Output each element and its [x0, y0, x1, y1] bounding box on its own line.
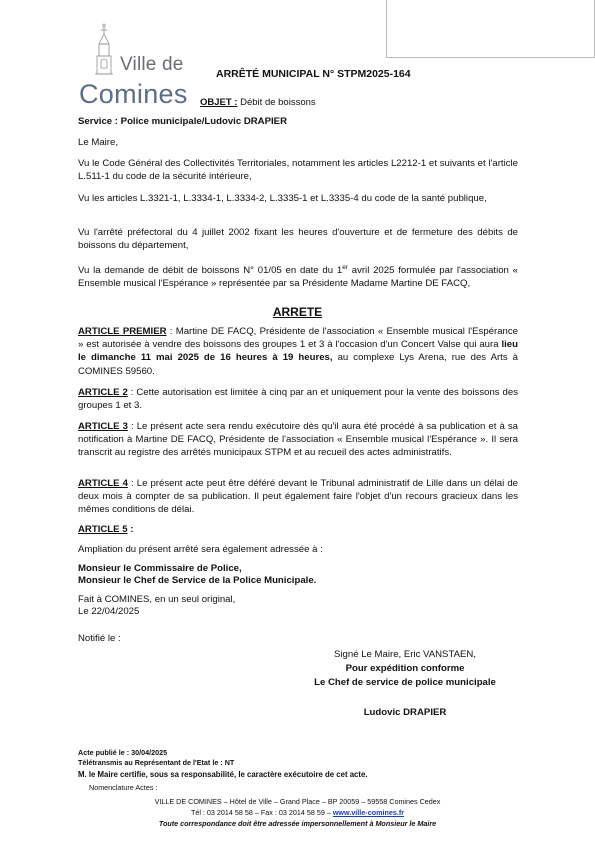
signature-chef-service: Le Chef de service de police municipale: [314, 677, 496, 688]
footer-website-link[interactable]: www.ville-comines.fr: [332, 808, 405, 817]
arrete-heading: [0, 305, 595, 319]
destinataire-chef-service: Monsieur le Chef de Service de la Police Municipale.: [78, 575, 317, 586]
logo-text-comines: Comines: [79, 79, 188, 109]
article-2: [78, 386, 518, 412]
article-premier: [78, 325, 518, 378]
article-5: [78, 523, 518, 536]
article-2-text: : Cette autorisation est limitée à cinq par an et uniquement pour la vente des boissons des groupes 1 et 3.: [78, 387, 518, 412]
article-3-label: ARTICLE 3: [78, 421, 128, 432]
signature-name: Ludovic DRAPIER: [363, 707, 447, 718]
vu-cgct: Vu le Code Général des Collectivités Territoriales, notamment les articles L2212-1 et suivants et l'article L.511-1 du code de la sécurité intérieure,: [78, 158, 518, 183]
objet-line: [200, 97, 316, 108]
nomenclature: Nomenclature Actes :: [89, 783, 158, 792]
logo-text-ville: Ville de: [120, 54, 184, 75]
stamp-box: [386, 0, 595, 58]
vu-demande-text-a: Vu la demande de débit de boissons N° 01/05 en date du 1: [78, 265, 343, 277]
article-3-text: : Le présent acte sera rendu exécutoire dès qu'il aura été procédé à sa publication et à sa notification à Martine DE FACQ, Présidente de l'association « Ensemble musical l'Espérance ». Il sera transcrit au registre des arrêtés municipaux STPM et au recueil des actes administratifs.: [78, 421, 518, 459]
vu-code-sante: Vu les articles L.3321-1, L.3334-1, L.3334-2, L.3335-1 et L.3335-4 du code de la santé publique,: [78, 193, 487, 204]
article-4-text: : Le présent acte peut être déféré devant le Tribunal administratif de Lille dans un délai de deux mois à compter de sa publication. Il peut également faire l'objet d'un recours gracieux dans les mêmes conditions de délai.: [78, 478, 518, 516]
ampliation: Ampliation du présent arrêté sera également adressée à :: [78, 544, 323, 555]
destinataire-commissaire: Monsieur le Commissaire de Police,: [78, 563, 242, 574]
teletransmis: Télétransmis au Représentant de l'Etat le : NT: [78, 758, 235, 767]
signature-expedition: Pour expédition conforme: [345, 663, 465, 674]
certification: M. le Maire certifie, sous sa responsabilité, le caractère exécutoire de cet acte.: [78, 770, 368, 779]
fait-a: Fait à COMINES, en un seul original,: [78, 594, 236, 605]
article-premier-label: ARTICLE PREMIER: [78, 326, 167, 337]
footer-tel: Tél : 03 2014 58 58 – Fax : 03 2014 58 59 –: [190, 808, 333, 817]
vu-demande-text-b: avril 2025 formulée par l'association « Ensemble musical l'Espérance » représentée par sa Présidente Madame Martine DE FACQ,: [78, 265, 518, 290]
footer-address: VILLE DE COMINES – Hôtel de Ville – Grand Place – BP 20059 – 59558 Comines Cedex: [154, 797, 441, 806]
article-2-label: ARTICLE 2: [78, 387, 128, 398]
notifie-le: Notifié le :: [78, 633, 121, 644]
vu-demande-sup: er: [342, 264, 348, 271]
article-premier-text-2: au complexe Lys Arena, rue des Arts à COMINES 59560.: [78, 352, 519, 377]
service-line: Service : Police municipale/Ludovic DRAPIER: [78, 116, 287, 127]
le-maire: Le Maire,: [78, 137, 118, 148]
vu-demande: [78, 261, 518, 291]
acte-publie: Acte publié le : 30/04/2025: [78, 748, 168, 757]
article-3: [78, 420, 518, 460]
arrete-heading-text: ARRETE: [272, 305, 323, 319]
article-premier-bold: lieu le dimanche 11 mai 2025 de 16 heures à 19 heures,: [78, 339, 518, 364]
objet-text: Débit de boissons: [237, 97, 316, 108]
article-5-label: ARTICLE 5: [78, 524, 128, 535]
objet-label: OBJET :: [200, 97, 238, 108]
date-arrete: Le 22/04/2025: [78, 606, 140, 617]
signature-maire: Signé Le Maire, Eric VANSTAEN,: [334, 649, 476, 660]
footer-correspondence: Toute correspondance doit être adressée impersonnellement à Monsieur le Maire: [158, 819, 437, 828]
page-title: ARRÊTÉ MUNICIPAL N° STPM2025-164: [216, 68, 411, 80]
article-4-label: ARTICLE 4: [78, 478, 128, 489]
article-4: [78, 477, 518, 517]
article-5-text: :: [127, 524, 134, 535]
vu-arrete-prefectoral: Vu l'arrêté préfectoral du 4 juillet 2002 fixant les heures d'ouverture et de fermeture des débits de boissons du département,: [78, 227, 518, 252]
footer-contact: [0, 808, 595, 818]
article-premier-text-1: : Martine DE FACQ, Présidente de l'association « Ensemble musical l'Espérance » est autorisée à vendre des boissons des groupes 1 et 3 à l'occasion d'un Concert Valse qui aura: [78, 326, 518, 351]
